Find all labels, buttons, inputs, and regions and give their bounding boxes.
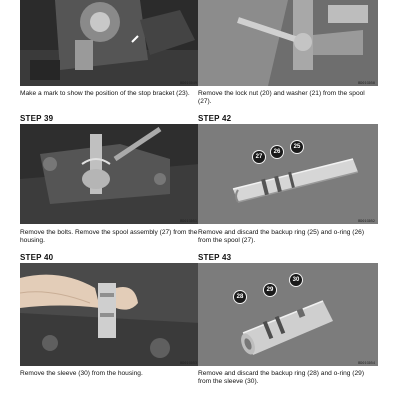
caption-lock-nut: Remove the lock nut (20) and washer (21) from the spool (27). xyxy=(198,90,365,106)
caption-stop-bracket: Make a mark to show the position of the stop bracket (23). xyxy=(20,90,190,97)
callout-25: 25 xyxy=(291,141,303,153)
caption-step-42: Remove and discard the backup ring (25) and o-ring (26) from the spool (27). xyxy=(198,229,365,245)
photo-code: BD01G049 xyxy=(180,81,197,85)
photo-step-42 xyxy=(198,124,378,224)
step-39-heading: STEP 39 xyxy=(20,114,54,123)
callout-29: 29 xyxy=(264,284,276,296)
photo-code: BD01G051 xyxy=(180,219,197,223)
photo-code: BD01G050 xyxy=(358,81,375,85)
caption-step-40: Remove the sleeve (30) from the housing. xyxy=(20,370,143,377)
photo-lock-nut xyxy=(198,0,378,86)
caption-step-43: Remove and discard the backup ring (28) and o-ring (29) from the sleeve (30). xyxy=(198,370,365,386)
step-42-heading: STEP 42 xyxy=(198,114,232,123)
step-43-heading: STEP 43 xyxy=(198,253,232,262)
photo-step-39 xyxy=(20,124,200,224)
photo-stop-bracket xyxy=(20,0,200,86)
step-40-heading: STEP 40 xyxy=(20,253,54,262)
photo-step-43 xyxy=(198,263,378,366)
photo-code: BD01G054 xyxy=(358,361,375,365)
photo-code: BD01G052 xyxy=(358,219,375,223)
callout-26: 26 xyxy=(271,146,283,158)
callout-30: 30 xyxy=(290,274,302,286)
callout-27: 27 xyxy=(253,151,265,163)
callout-28: 28 xyxy=(234,291,246,303)
caption-step-39: Remove the bolts. Remove the spool assembly (27) from the housing. xyxy=(20,229,198,245)
photo-step-40 xyxy=(20,263,200,366)
photo-code: BD01G053 xyxy=(180,361,197,365)
